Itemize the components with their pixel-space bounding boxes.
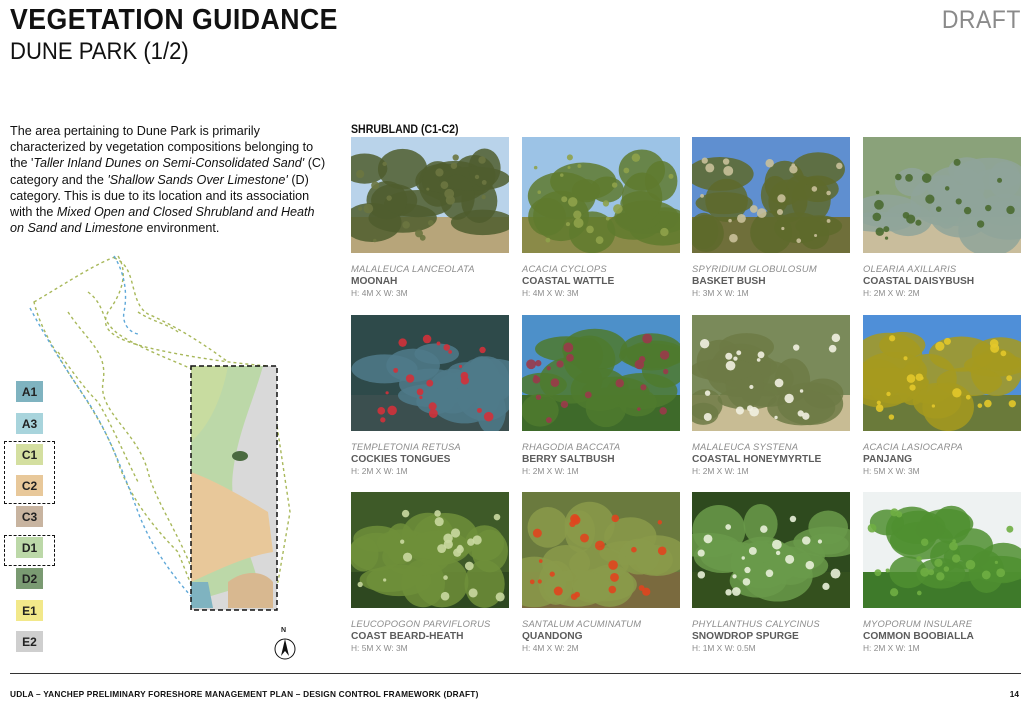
plant-size: H: 4M X W: 3M [351,288,408,298]
plant-card [692,315,850,476]
legend-chip-c1: C1 [16,444,43,465]
plant-photo [692,315,850,431]
plant-common-name: COASTAL HONEYMYRTLE [692,454,822,465]
plant-scientific-name: MALALEUCA LANCEOLATA [351,263,475,274]
plant-size: H: 2M X W: 1M [351,466,408,476]
legend-chip-a1: A1 [16,381,43,402]
plant-common-name: MOONAH [351,276,398,287]
footer-text: UDLA – YANCHEP PRELIMINARY FORESHORE MANAGEMENT PLAN – DESIGN CONTROL FRAMEWORK (DRAFT) [10,689,479,699]
plant-common-name: SNOWDROP SPURGE [692,631,799,642]
plant-scientific-name: MALALEUCA SYSTENA [692,441,799,452]
plant-photo [522,492,680,608]
plant-photo [863,137,1021,253]
plant-scientific-name: ACACIA CYCLOPS [522,263,607,274]
intro-text-1: The area pertaining to Dune Park is primarily characterized by vegetation compositions belonging to the ' [10,124,314,171]
intro-text-4: 'Shallow Sands Over Limestone' [107,172,288,187]
plant-size: H: 4M X W: 2M [522,643,579,653]
plant-photo [522,137,680,253]
intro-text-3: (C) category and the [10,156,326,187]
plant-photo [522,315,680,431]
intro-text-2: Taller Inland Dunes on Semi-Consolidated Sand' [33,156,305,171]
plant-common-name: COASTAL WATTLE [522,276,615,287]
plant-card [863,315,1021,476]
plant-card [863,492,1021,653]
plant-photo [692,492,850,608]
intro-text-6: Mixed Open and Closed Shrubland and Heath on Sand and Limestone [10,205,315,236]
page-number: 14 [1009,689,1019,699]
plant-scientific-name: TEMPLETONIA RETUSA [351,441,461,452]
legend-chip-e1: E1 [16,600,43,621]
plant-size: H: 1M X W: 0.5M [692,643,756,653]
plant-card [863,137,1021,298]
plant-size: H: 2M X W: 1M [863,643,920,653]
intro-paragraph [10,123,332,236]
highlighted-area [191,366,277,610]
plant-size: H: 2M X W: 2M [863,288,920,298]
plant-common-name: QUANDONG [522,631,583,642]
page-title: VEGETATION GUIDANCE [10,4,338,36]
plant-card [351,315,509,476]
north-arrow [272,627,298,665]
legend-chip-d2: D2 [16,568,43,589]
plant-size: H: 2M X W: 1M [522,466,579,476]
plant-scientific-name: OLEARIA AXILLARIS [863,263,957,274]
plant-card [351,137,509,298]
page-subtitle: DUNE PARK (1/2) [10,38,189,65]
plant-scientific-name: SANTALUM ACUMINATUM [522,618,642,629]
intro-text-5: (D) category. This is due to its location and its association with the [10,172,310,220]
plant-common-name: COAST BEARD-HEATH [351,631,464,642]
plant-card [522,492,680,653]
plant-scientific-name: PHYLLANTHUS CALYCINUS [692,618,820,629]
plant-common-name: BERRY SALTBUSH [522,454,615,465]
plant-card [692,492,850,653]
plant-common-name: BASKET BUSH [692,276,766,287]
plant-size: H: 4M X W: 3M [522,288,579,298]
plant-size: H: 5M X W: 3M [863,466,920,476]
legend-chip-e2: E2 [16,631,43,652]
plant-card [351,492,509,653]
plant-scientific-name: RHAGODIA BACCATA [522,441,621,452]
plant-scientific-name: LEUCOPOGON PARVIFLORUS [351,618,491,629]
footer-divider [10,673,1021,674]
plant-photo [863,315,1021,431]
plant-size: H: 3M X W: 1M [692,288,749,298]
north-label: N [281,627,287,634]
plant-scientific-name: SPYRIDIUM GLOBULOSUM [692,263,817,274]
legend-chip-d1: D1 [16,537,43,558]
plant-common-name: COMMON BOOBIALLA [863,631,974,642]
plant-photo [351,137,509,253]
plant-common-name: COCKIES TONGUES [351,454,451,465]
site-map [28,252,294,614]
legend-chip-a3: A3 [16,413,43,434]
legend-chip-c2: C2 [16,475,43,496]
plant-photo [863,492,1021,608]
plant-common-name: COASTAL DAISYBUSH [863,276,975,287]
plant-card [692,137,850,298]
north-arrow-icon [272,630,298,660]
shrubland-section-label: SHRUBLAND (C1-C2) [351,124,459,136]
plant-card [522,137,680,298]
plant-size: H: 2M X W: 1M [692,466,749,476]
plant-photo [351,492,509,608]
legend-chip-c3: C3 [16,506,43,527]
intro-text-7: environment. [143,221,220,236]
plant-size: H: 5M X W: 3M [351,643,408,653]
plant-scientific-name: MYOPORUM INSULARE [863,618,973,629]
plant-photo [692,137,850,253]
draft-status-label: DRAFT [942,6,1021,34]
plant-common-name: PANJANG [863,454,913,465]
plant-scientific-name: ACACIA LASIOCARPA [863,441,963,452]
plant-photo [351,315,509,431]
plant-card [522,315,680,476]
